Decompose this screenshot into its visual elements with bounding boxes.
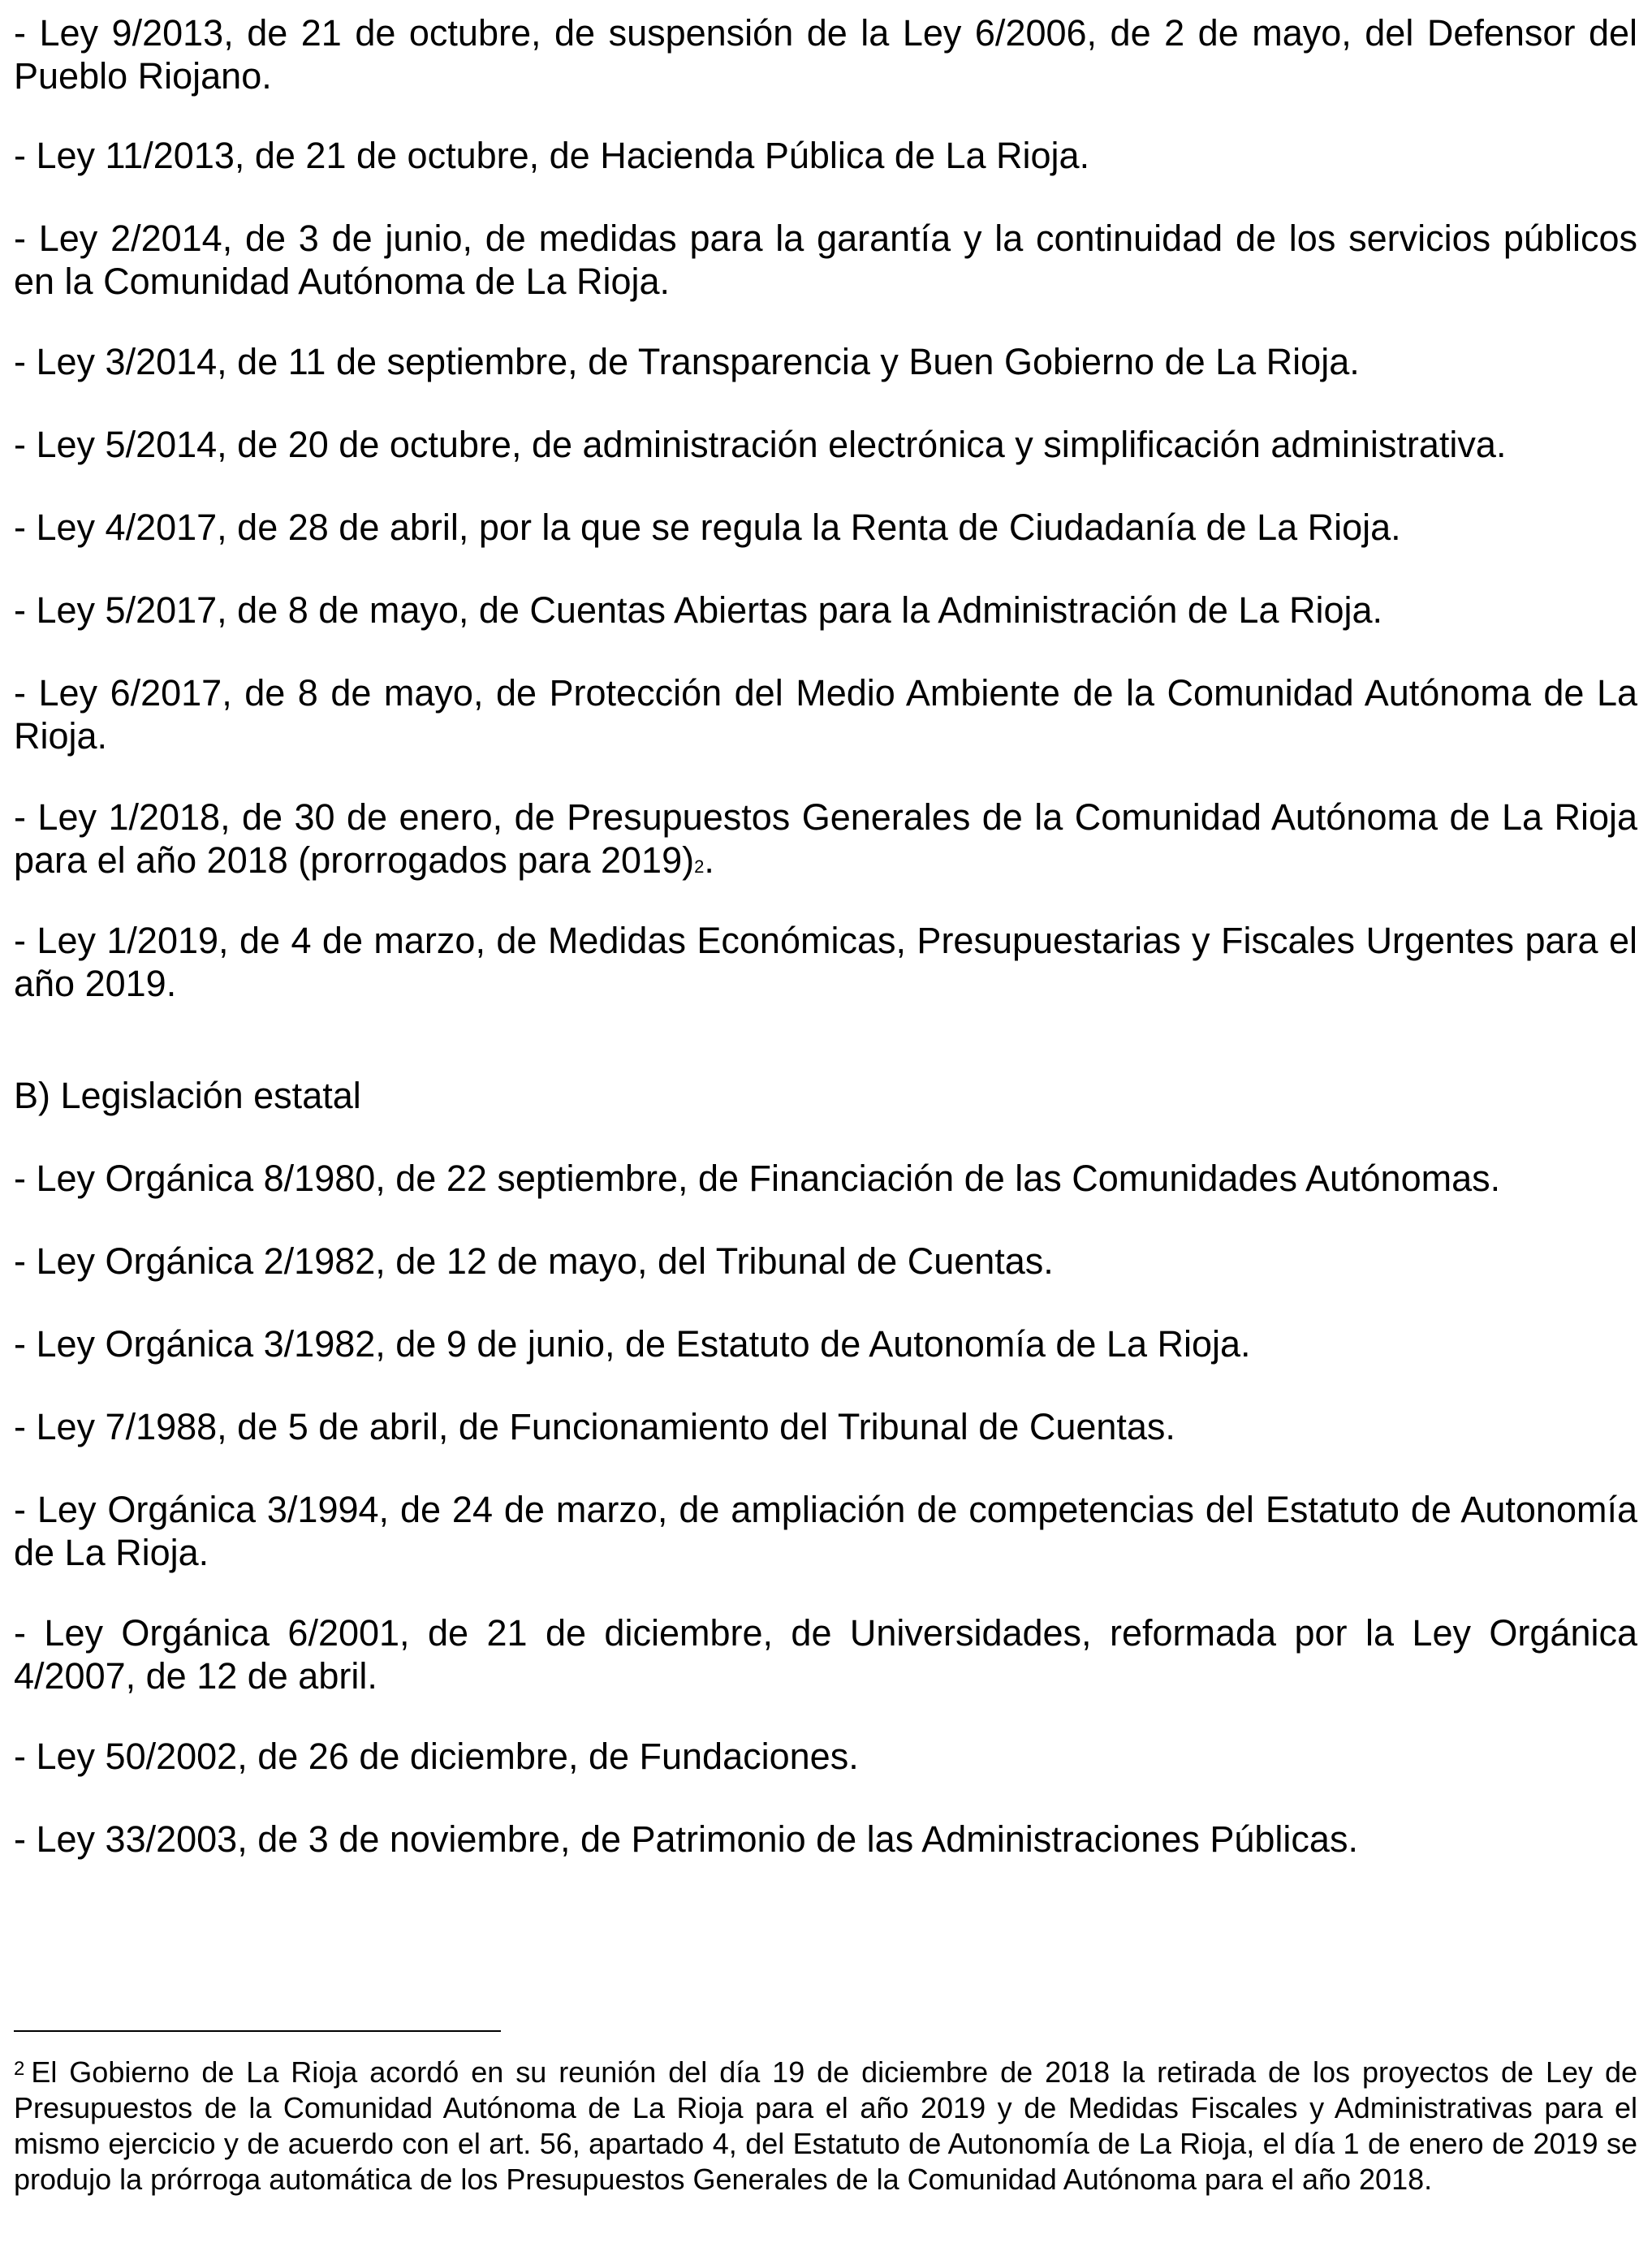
law-entry: - Ley 50/2002, de 26 de diciembre, de Fundaciones. <box>14 1736 859 1777</box>
law-entry: - Ley Orgánica 2/1982, de 12 de mayo, del Tribunal de Cuentas. <box>14 1240 1054 1282</box>
law-entry-with-footnote <box>14 796 1637 882</box>
law-entry: - Ley 2/2014, de 3 de junio, de medidas para la garantía y la continuidad de los servicios públicos en la Comunidad Autónoma de La Rioja. <box>14 218 1637 302</box>
law-entry: - Ley 5/2014, de 20 de octubre, de administración electrónica y simplificación administrativa. <box>14 424 1507 465</box>
law-entry: - Ley 7/1988, de 5 de abril, de Funcionamiento del Tribunal de Cuentas. <box>14 1406 1175 1447</box>
law-entry: - Ley Orgánica 8/1980, de 22 septiembre, de Financiación de las Comunidades Autónomas. <box>14 1158 1501 1199</box>
law-entry-text: - Ley 1/2018, de 30 de enero, de Presupuestos Generales de la Comunidad Autónoma de La Rioja para el año 2018 (prorrogados para 2019) <box>14 796 1637 881</box>
footnote-number: 2 <box>14 2058 25 2080</box>
law-entry: - Ley Orgánica 3/1994, de 24 de marzo, de ampliación de competencias del Estatuto de Autonomía de La Rioja. <box>14 1489 1637 1573</box>
section-heading: B) Legislación estatal <box>14 1075 361 1116</box>
law-entry: - Ley 4/2017, de 28 de abril, por la que se regula la Renta de Ciudadanía de La Rioja. <box>14 507 1401 548</box>
law-entry: - Ley Orgánica 6/2001, de 21 de diciembre, de Universidades, reformada por la Ley Orgánica 4/2007, de 12 de abril. <box>14 1612 1637 1697</box>
footnote <box>14 2055 1637 2197</box>
law-entry: - Ley 6/2017, de 8 de mayo, de Protección del Medio Ambiente de la Comunidad Autónoma de La Rioja. <box>14 672 1637 757</box>
law-entry: - Ley Orgánica 3/1982, de 9 de junio, de Estatuto de Autonomía de La Rioja. <box>14 1323 1251 1365</box>
law-entry: - Ley 1/2019, de 4 de marzo, de Medidas Económicas, Presupuestarias y Fiscales Urgentes para el año 2019. <box>14 920 1637 1004</box>
footnote-text: El Gobierno de La Rioja acordó en su reunión del día 19 de diciembre de 2018 la retirada de los proyectos de Ley de Presupuestos de la Comunidad Autónoma de La Rioja para el año 2019 y de Medidas Fiscales y Administrativas para el mismo ejercicio y de acuerdo con el art. 56, apartado 4, del Estatuto de Autonomía de La Rioja, el día 1 de enero de 2019 se produjo la prórroga automática de los Presupuestos Generales de la Comunidad Autónoma para el año 2018. <box>14 2055 1637 2196</box>
law-entry: - Ley 11/2013, de 21 de octubre, de Hacienda Pública de La Rioja. <box>14 135 1090 176</box>
law-entry: - Ley 3/2014, de 11 de septiembre, de Transparencia y Buen Gobierno de La Rioja. <box>14 341 1360 382</box>
law-entry: - Ley 5/2017, de 8 de mayo, de Cuentas Abiertas para la Administración de La Rioja. <box>14 589 1383 631</box>
law-entry-punctuation: . <box>704 839 714 881</box>
law-entry: - Ley 33/2003, de 3 de noviembre, de Patrimonio de las Administraciones Públicas. <box>14 1818 1358 1860</box>
footnote-reference[interactable]: 2 <box>694 856 705 877</box>
footnote-separator <box>14 2030 501 2032</box>
law-entry: - Ley 9/2013, de 21 de octubre, de suspensión de la Ley 6/2006, de 2 de mayo, del Defensor del Pueblo Riojano. <box>14 12 1637 97</box>
